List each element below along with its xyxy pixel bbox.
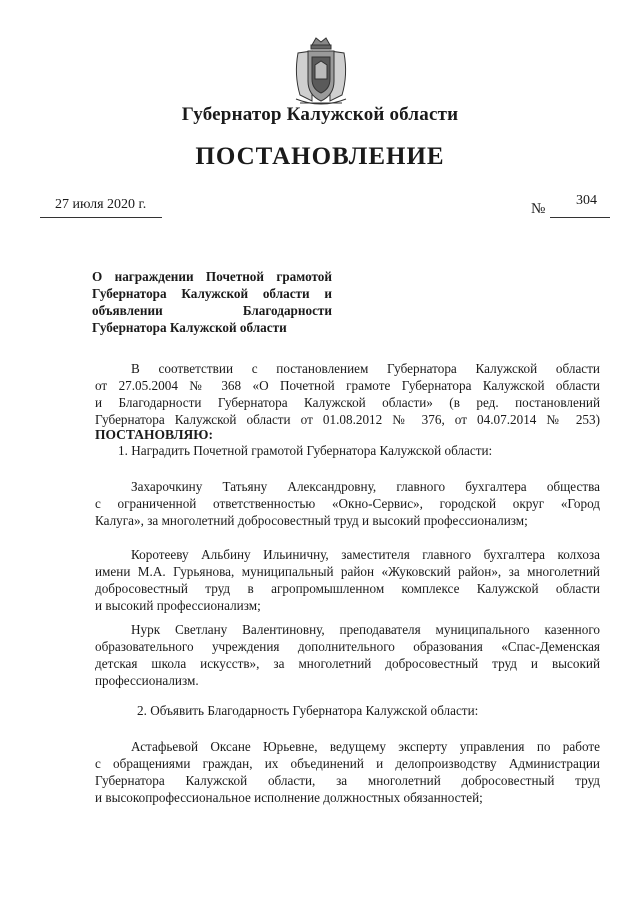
- date-underline: [40, 217, 162, 218]
- gratitude-line: и высокопрофессиональное исполнение должностных обязанностей;: [95, 790, 483, 805]
- number-label: №: [531, 201, 546, 217]
- award-line: Коротееву Альбину Ильиничну, заместителя главного бухгалтера колхоза: [131, 547, 600, 562]
- award-line: добросовестный труд в агропромышленном комплексе Калужской области: [95, 581, 600, 596]
- number-underline: [550, 217, 610, 218]
- gratitude-line: Астафьевой Оксане Юрьевне, ведущему эксперту управления по работе: [131, 739, 600, 754]
- decree-word: ПОСТАНОВЛЯЮ:: [95, 427, 213, 442]
- award-paragraph: [95, 621, 600, 689]
- award-line: Калуга», за многолетний добросовестный труд и высокий профессионализм;: [95, 513, 528, 528]
- award-line: с ограниченной ответственностью «Окно-Сервис», городской округ «Город: [95, 496, 600, 511]
- preamble-line: В соответствии с постановлением Губернатора Калужской области: [131, 361, 600, 376]
- preamble: [95, 360, 600, 428]
- award-paragraph: [95, 478, 600, 529]
- award-line: детская школа искусств», за многолетний добросовестный труд и высокий: [95, 656, 600, 671]
- preamble-line: и Благодарности Губернатора Калужской области» (в ред. постановлений: [95, 395, 600, 410]
- award-line: Захарочкину Татьяну Александровну, главного бухгалтера общества: [131, 479, 600, 494]
- gratitude-paragraph: [95, 738, 600, 806]
- document-type: ПОСТАНОВЛЕНИЕ: [195, 143, 445, 170]
- item-2-heading: 2. Объявить Благодарность Губернатора Калужской области:: [137, 703, 479, 718]
- document-date: 27 июля 2020 г.: [55, 197, 147, 212]
- document-number: 304: [576, 193, 597, 208]
- award-line: профессионализм.: [95, 673, 199, 688]
- award-line: имени М.А. Гурьянова, муниципальный район «Жуковский район», за многолетний: [95, 564, 600, 579]
- document-subject: О награждении Почетной грамотой Губернатора Калужской области и объявлении Благодарности Губернатора Калужской области: [92, 269, 332, 335]
- gratitude-line: Губернатора Калужской области, за многолетний добросовестный труд: [95, 773, 600, 788]
- item-1-heading: 1. Наградить Почетной грамотой Губернатора Калужской области:: [118, 443, 493, 458]
- issuer-title: Губернатор Калужской области: [181, 104, 459, 125]
- preamble-line: Губернатора Калужской области от 01.08.2012 № 376, от 04.07.2014 № 253): [95, 412, 600, 427]
- award-paragraph: [95, 546, 600, 614]
- award-line: Нурк Светлану Валентиновну, преподавателя муниципального казенного: [131, 622, 600, 637]
- preamble-line: от 27.05.2004 № 368 «О Почетной грамоте Губернатора Калужской области: [95, 378, 600, 393]
- gratitude-line: с обращениями граждан, их объединений и делопроизводству Администрации: [95, 756, 600, 771]
- kaluga-coat-of-arms-icon: [290, 35, 352, 107]
- award-line: и высокий профессионализм;: [95, 598, 261, 613]
- award-line: образовательного учреждения дополнительного образования «Спас-Деменская: [95, 639, 600, 654]
